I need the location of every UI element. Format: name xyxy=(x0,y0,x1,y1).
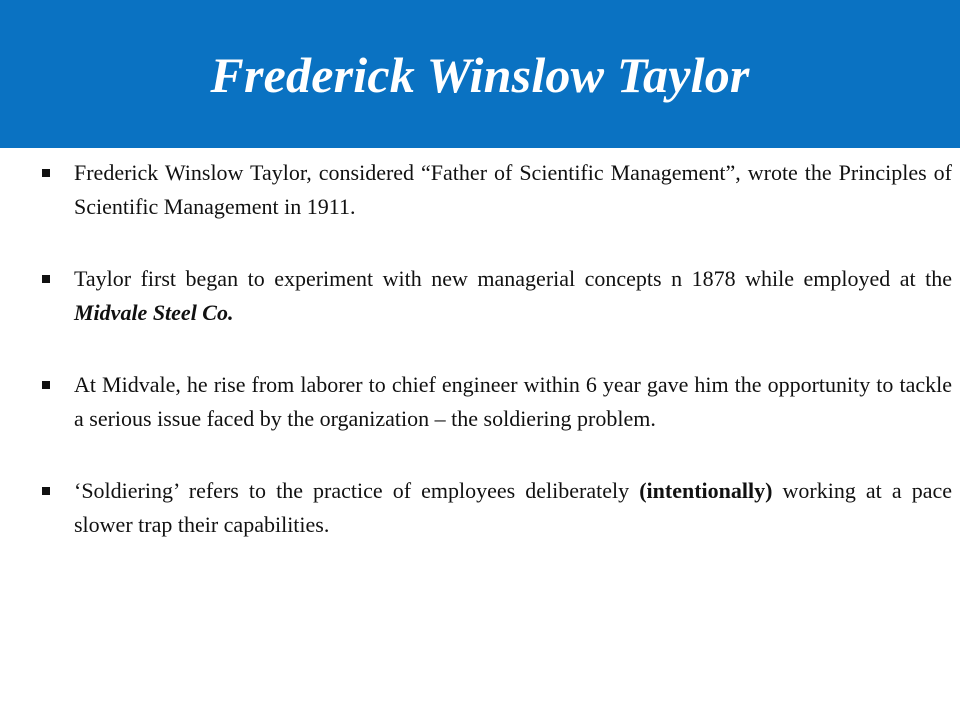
bullet-text-1: Frederick Winslow Taylor, considered “Father of Scientific Management”, wrote the Principles of Scientific Management in 1911. xyxy=(74,160,952,219)
bullet-list xyxy=(40,156,952,580)
square-bullet-icon xyxy=(42,275,50,283)
bullet-item-4 xyxy=(40,474,952,542)
square-bullet-icon xyxy=(42,169,50,177)
bullet-item-1 xyxy=(40,156,952,224)
bullet-text-3: At Midvale, he rise from laborer to chief engineer within 6 year gave him the opportunity to tackle a serious issue faced by the organization – the soldiering problem. xyxy=(74,372,952,431)
company-name-emphasis: Midvale Steel Co. xyxy=(74,300,234,325)
bullet-text-4b: working at a pace slower trap their capabilities. xyxy=(74,478,953,537)
square-bullet-icon xyxy=(42,381,50,389)
bullet-text-2: Taylor first began to experiment with new managerial concepts n 1878 while employed at the xyxy=(74,266,952,291)
bullet-text-4a: ‘Soldiering’ refers to the practice of employees deliberately xyxy=(74,478,640,503)
square-bullet-icon xyxy=(42,487,50,495)
bullet-item-3 xyxy=(40,368,952,436)
bullet-item-2 xyxy=(40,262,952,330)
slide-title: Frederick Winslow Taylor xyxy=(210,47,750,103)
intentionally-strong: (intentionally) xyxy=(639,478,773,503)
title-bar xyxy=(0,0,960,148)
